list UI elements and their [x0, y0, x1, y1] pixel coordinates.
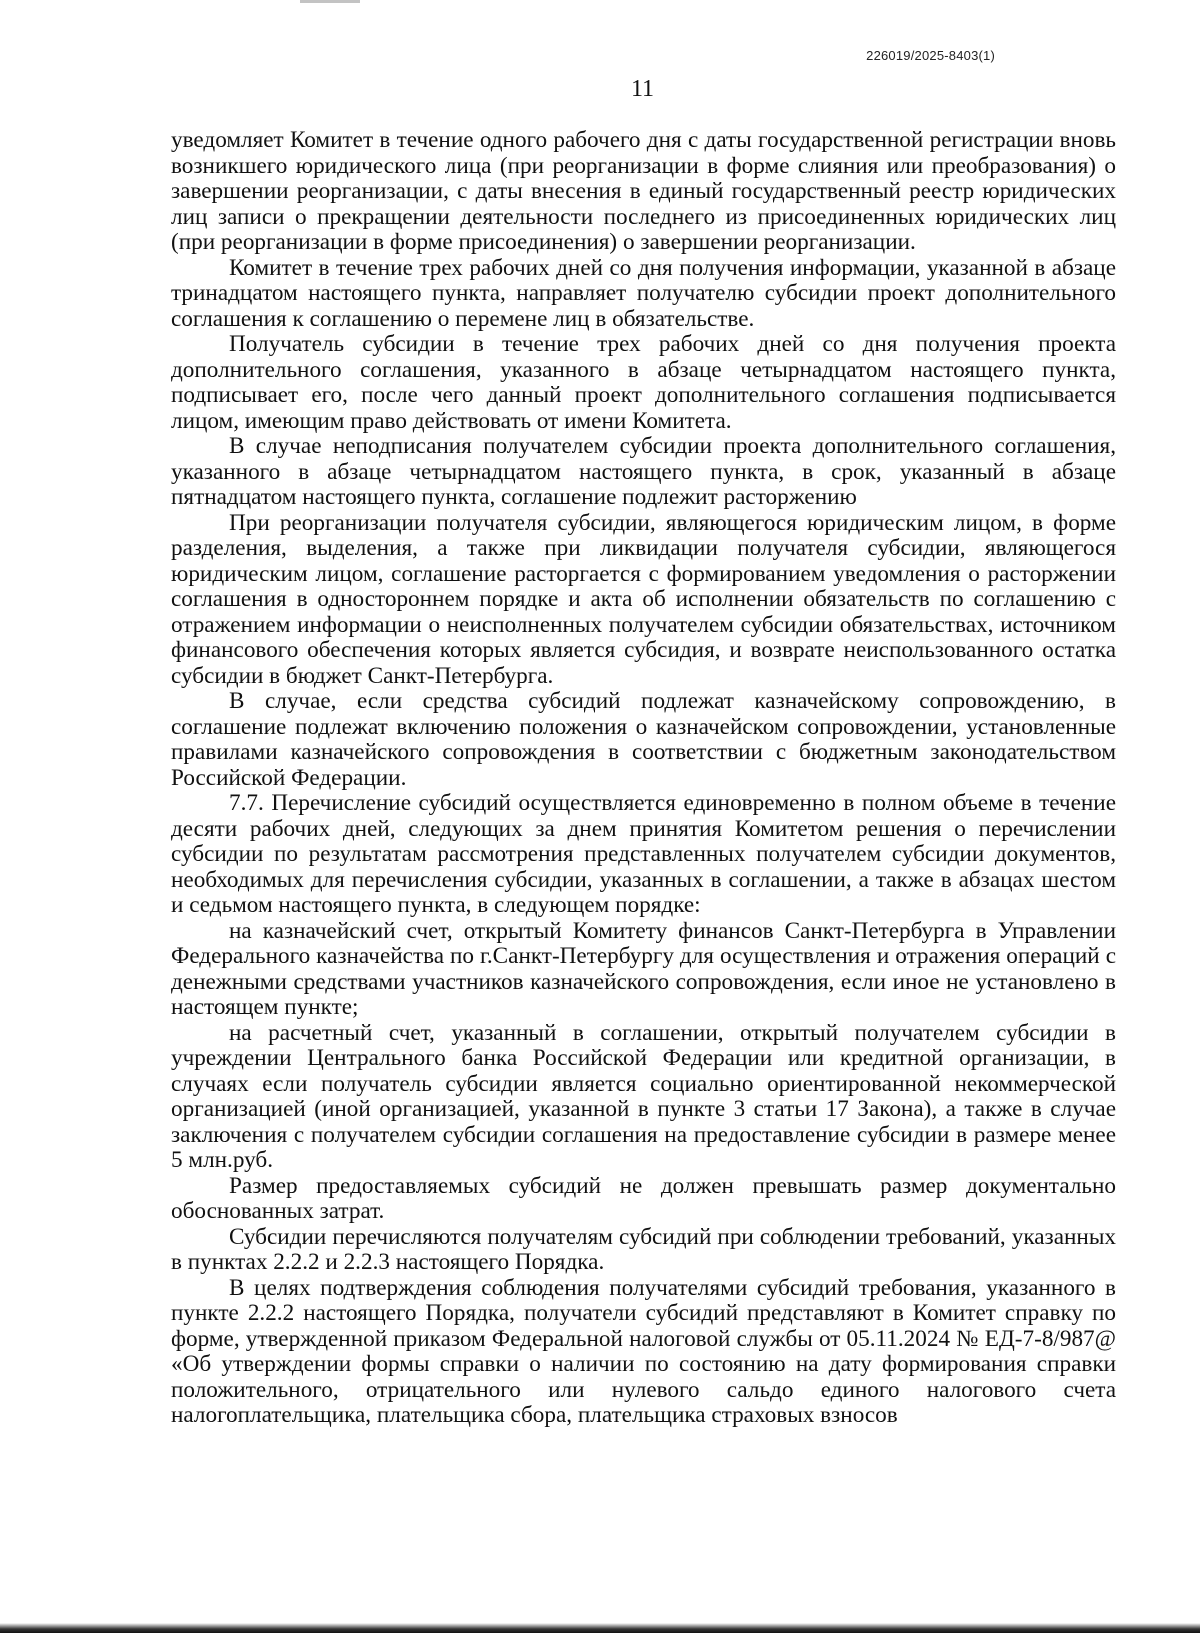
scan-bottom-edge: [0, 1623, 1200, 1633]
page-number: 11: [630, 76, 655, 102]
paragraph: на казначейский счет, открытый Комитету финансов Санкт-Петербурга в Управлении Федерального казначейства по г.Санкт-Петербургу для осуществления и отражения операций с денежными средствами участников казначейского сопровождения, если иное не установлено в настоящем пункте;: [171, 917, 1116, 1020]
paragraph: В случае, если средства субсидий подлежат казначейскому сопровождению, в соглашение подлежат включению положения о казначейском сопровождении, установленные правилами казначейского сопровождения в соответствии с бюджетным законодательством Российской Федерации.: [171, 688, 1116, 791]
document-body: [171, 128, 1116, 1429]
paragraph: Комитет в течение трех рабочих дней со дня получения информации, указанной в абзаце тринадцатом настоящего пункта, направляет получателю субсидии проект дополнительного соглашения к соглашению о перемене лиц в обязательстве.: [171, 254, 1116, 332]
paragraph-continuation: уведомляет Комитет в течение одного рабочего дня с даты государственной регистрации вновь возникшего юридического лица (при реорганизации в форме слияния или преобразования) о завершении реорганизации, с даты внесения в единый государственный реестр юридических лиц записи о прекращении деятельности последнего из присоединенных юридических лиц (при реорганизации в форме присоединения) о завершении реорганизации.: [171, 127, 1116, 255]
paragraph: на расчетный счет, указанный в соглашении, открытый получателем субсидии в учреждении Центрального банка Российской Федерации или кредитной организации, в случаях если получатель субсидии является социально ориентированной некоммерческой организацией (иной организацией, указанной в пункте 3 статьи 17 Закона), а также в случае заключения с получателем субсидии соглашения на предоставление субсидии в размере менее 5 млн.руб.: [171, 1019, 1116, 1173]
paragraph: При реорганизации получателя субсидии, являющегося юридическим лицом, в форме разделения, выделения, а также при ликвидации получателя субсидии, являющегося юридическим лицом, соглашение расторгается с формированием уведомления о расторжении соглашения в одностороннем порядке и акта об исполнении обязательств по соглашению с отражением информации о неисполненных получателем субсидии обязательствах, источником финансового обеспечения которых является субсидия, и возврате неиспользованного остатка субсидии в бюджет Санкт-Петербурга.: [171, 509, 1116, 689]
paragraph: Размер предоставляемых субсидий не должен превышать размер документально обоснованных затрат.: [171, 1172, 1116, 1224]
document-registration-number: 226019/2025-8403(1): [866, 48, 995, 63]
paragraph-section-7-7: 7.7. Перечисление субсидий осуществляется единовременно в полном объеме в течение десяти рабочих дней, следующих за днем принятия Комитетом решения о перечислении субсидии по результатам рассмотрения представленных получателем субсидии документов, необходимых для перечисления субсидии, указанных в соглашении, а также в абзацах шестом и седьмом настоящего пункта, в следующем порядке:: [171, 790, 1116, 918]
paragraph: В целях подтверждения соблюдения получателями субсидий требования, указанного в пункте 2.2.2 настоящего Порядка, получатели субсидий представляют в Комитет справку по форме, утвержденной приказом Федеральной налоговой службы от 05.11.2024 № ЕД-7-8/987@ «Об утверждении формы справки о наличии по состоянию на дату формирования справки положительного, отрицательного или нулевого сальдо единого налогового счета налогоплательщика, плательщика сбора, плательщика страховых взносов: [171, 1274, 1116, 1428]
paragraph: В случае неподписания получателем субсидии проекта дополнительного соглашения, указанного в абзаце четырнадцатом настоящего пункта, в срок, указанный в абзаце пятнадцатом настоящего пункта, соглашение подлежит расторжению: [171, 433, 1116, 510]
scan-artifact: [300, 0, 360, 3]
paragraph: Субсидии перечисляются получателям субсидий при соблюдении требований, указанных в пунктах 2.2.2 и 2.2.3 настоящего Порядка.: [171, 1223, 1116, 1275]
paragraph: Получатель субсидии в течение трех рабочих дней со дня получения проекта дополнительного соглашения, указанного в абзаце четырнадцатом настоящего пункта, подписывает его, после чего данный проект дополнительного соглашения подписывается лицом, имеющим право действовать от имени Комитета.: [171, 331, 1116, 434]
